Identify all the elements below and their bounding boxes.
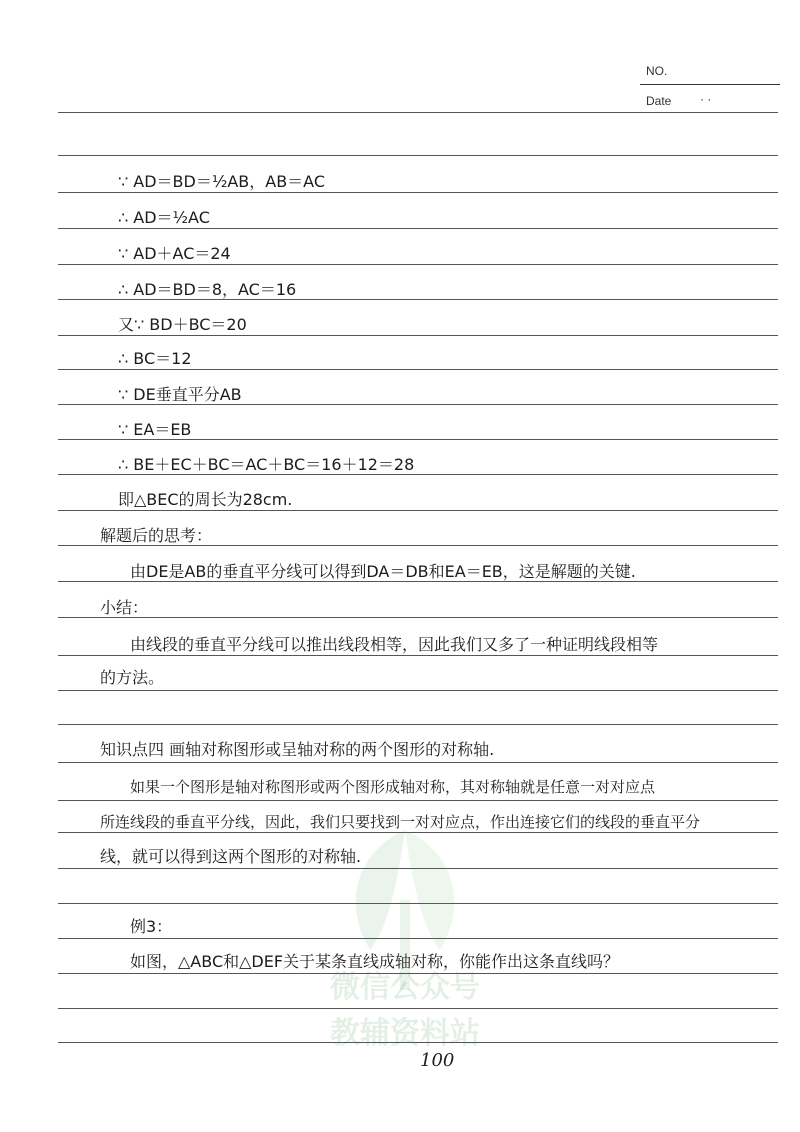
knowledge-point-heading: 知识点四 画轴对称图形或呈轴对称的两个图形的对称轴. — [100, 740, 495, 759]
section-heading: 解题后的思考： — [100, 526, 213, 545]
note-line: 由线段的垂直平分线可以推出线段相等，因此我们又多了一种证明线段相等 — [130, 635, 659, 654]
date-dots: · · — [700, 92, 712, 106]
no-label: NO. — [646, 64, 668, 78]
note-line: ∴ BC＝12 — [118, 349, 192, 368]
note-line: 由DE是AB的垂直平分线可以得到DA＝DB和EA＝EB，这是解题的关键. — [130, 562, 636, 581]
note-line: ∵ EA＝EB — [118, 420, 192, 439]
note-line: 即△BEC的周长为28cm. — [118, 490, 293, 509]
note-line: 如果一个图形是轴对称图形或两个图形成轴对称，其对称轴就是任意一对对应点 — [130, 778, 656, 796]
ruled-line — [58, 192, 778, 193]
example-question: 如图，△ABC和△DEF关于某条直线成轴对称，你能作出这条直线吗？ — [130, 952, 620, 971]
date-label: Date — [646, 94, 672, 108]
note-line: ∵ AD＝BD＝½AB，AB＝AC — [118, 172, 326, 191]
note-line: 的方法。 — [100, 668, 165, 687]
ruled-line — [58, 264, 778, 265]
note-line: ∴ AD＝BD＝8，AC＝16 — [118, 280, 297, 299]
ruled-line — [58, 335, 778, 336]
ruled-line — [58, 112, 778, 113]
note-line: 又∵ BD＋BC＝20 — [118, 315, 247, 334]
note-line: ∵ AD＋AC＝24 — [118, 244, 231, 263]
watermark-line-2: 教辅资料站 — [330, 1016, 480, 1051]
ruled-line — [58, 228, 778, 229]
ruled-line — [58, 369, 778, 370]
note-line: 所连线段的垂直平分线，因此，我们只要找到一对对应点，作出连接它们的线段的垂直平分 — [100, 813, 701, 831]
ruled-line — [58, 690, 778, 691]
example-label: 例3： — [130, 917, 173, 936]
ruled-line — [58, 617, 778, 618]
ruled-line — [58, 155, 778, 156]
note-line: ∴ AD＝½AC — [118, 208, 210, 227]
section-heading: 小结： — [100, 598, 149, 617]
ruled-line — [58, 724, 778, 725]
ruled-line — [58, 655, 778, 656]
note-line: ∴ BE＋EC＋BC＝AC＋BC＝16＋12＝28 — [118, 455, 415, 474]
ruled-line — [58, 510, 778, 511]
watermark-line-1: 微信公众号 — [330, 970, 480, 1005]
ruled-line — [58, 762, 778, 763]
note-line: ∵ DE垂直平分AB — [118, 385, 242, 404]
page-number: 100 — [420, 1050, 455, 1071]
no-underline — [640, 84, 780, 85]
note-line: 线，就可以得到这两个图形的对称轴. — [100, 847, 362, 866]
